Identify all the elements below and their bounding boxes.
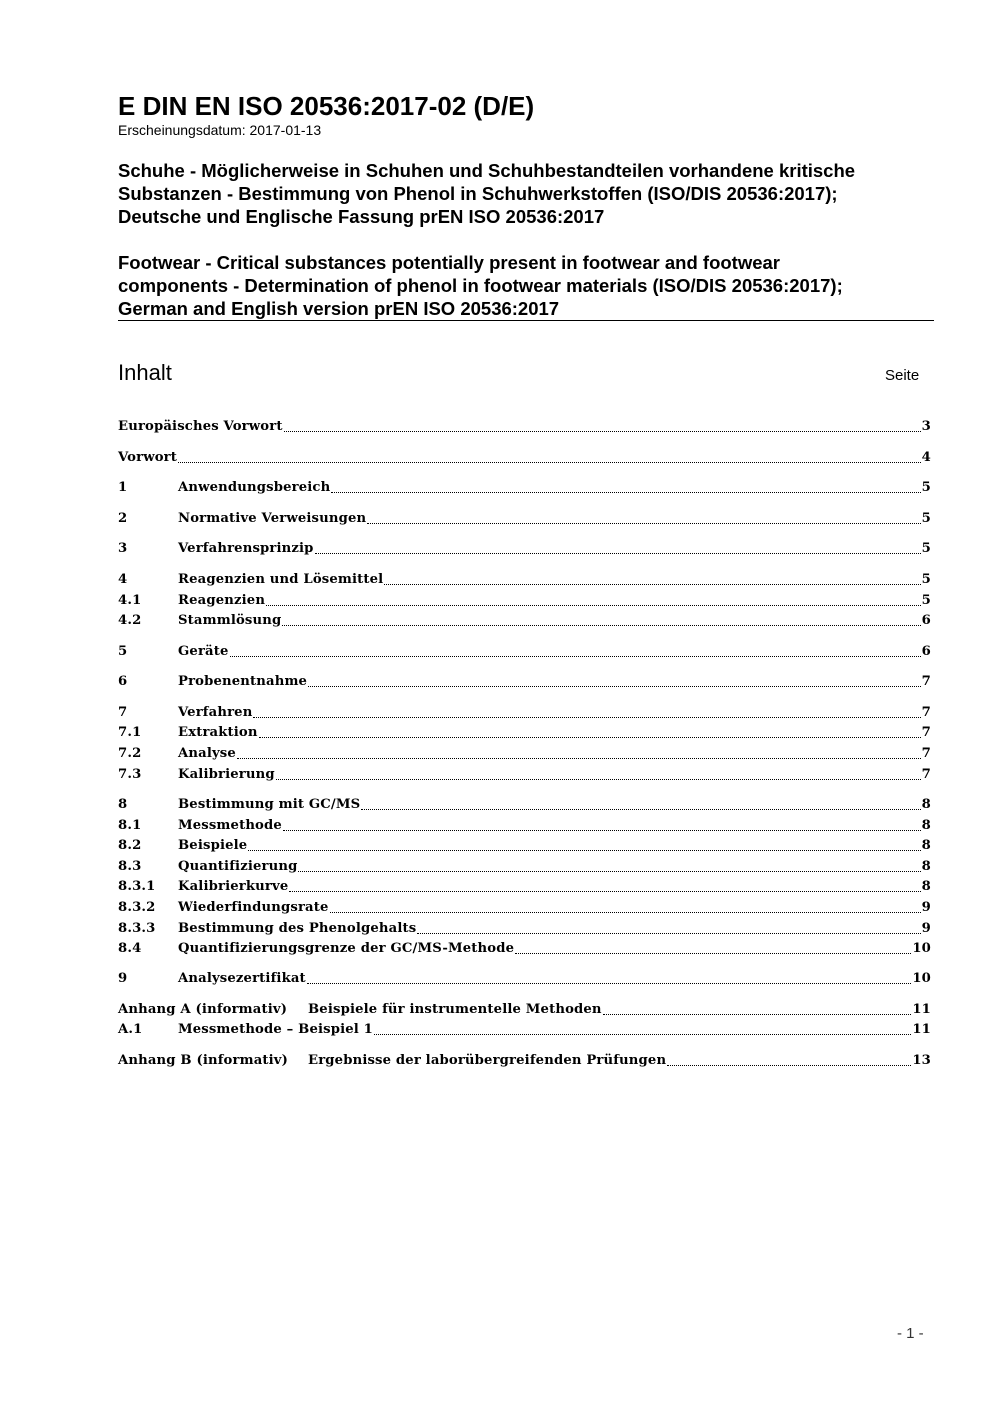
toc-entry[interactable] [118, 835, 931, 856]
publication-date: Erscheinungsdatum: 2017-01-13 [118, 122, 322, 138]
toc-dot-leader [374, 1034, 911, 1035]
toc-entry[interactable] [118, 508, 931, 529]
toc-entry[interactable] [118, 897, 931, 918]
toc-dot-leader [315, 553, 921, 554]
toc-dot-leader [307, 983, 911, 984]
toc-entry[interactable] [118, 447, 931, 468]
toc-entry-number: Anhang B (informativ) [118, 1053, 288, 1068]
toc-dot-leader [384, 584, 921, 585]
toc-entry-number: A.1 [118, 1022, 143, 1037]
toc-entry[interactable] [118, 938, 931, 959]
toc-entry-page: 8 [921, 876, 931, 897]
toc-entry-title: Quantifizierungsgrenze der GC/MS-Methode [178, 938, 515, 959]
toc-entry-page: 4 [921, 447, 931, 468]
toc-entry-page: 8 [921, 856, 931, 877]
toc-entry-number: 6 [118, 674, 128, 689]
toc-heading: Inhalt [118, 360, 172, 385]
toc-entry-number: 8.1 [118, 818, 142, 833]
toc-entry-title: Analysezertifikat [178, 968, 307, 989]
toc-entry-number: 7.2 [118, 746, 142, 761]
toc-dot-leader [253, 717, 921, 718]
toc-entry-number: 8.3 [118, 859, 142, 874]
toc-entry-title: Anwendungsbereich [178, 477, 331, 498]
toc-entry-page: 3 [921, 416, 931, 437]
toc-entry-page: 5 [921, 538, 931, 559]
toc-entry-page: 8 [921, 794, 931, 815]
toc-entry[interactable] [118, 764, 931, 785]
toc-entry-page: 10 [911, 968, 931, 989]
toc-entry[interactable] [118, 641, 931, 662]
toc-entry[interactable] [118, 815, 931, 836]
toc-entry-title: Analyse [178, 743, 237, 764]
toc-entry-title: Stammlösung [178, 610, 282, 631]
toc-entry-page: 7 [921, 722, 931, 743]
toc-entry-page: 7 [921, 764, 931, 785]
toc-entry-title: Normative Verweisungen [178, 508, 367, 529]
toc-entry-title: Wiederfindungsrate [178, 897, 330, 918]
toc-entry-title: Ergebnisse der laborübergreifenden Prüfungen [308, 1050, 667, 1071]
document-id: E DIN EN ISO 20536:2017-02 (D/E) [118, 91, 535, 121]
toc-dot-leader [515, 953, 911, 954]
title-german-line: Schuhe - Möglicherweise in Schuhen und Schuhbestandteilen vorhandene kritische [118, 160, 856, 181]
toc-dot-leader [308, 686, 921, 687]
toc-entry[interactable] [118, 856, 931, 877]
toc-dot-leader [282, 625, 921, 626]
toc-dot-leader [283, 830, 921, 831]
toc-entry-title: Kalibrierkurve [178, 876, 289, 897]
toc-entry-page: 10 [911, 938, 931, 959]
footer-page-number: - 1 - [897, 1325, 924, 1342]
toc-entry-title: Geräte [178, 641, 230, 662]
toc-entry-page: 8 [921, 815, 931, 836]
toc-dot-leader [667, 1065, 911, 1066]
toc-dot-leader [284, 431, 921, 432]
toc-entry-page: 5 [921, 590, 931, 611]
toc-entry-title: Verfahren [178, 702, 253, 723]
toc-entry-title: Quantifizierung [178, 856, 298, 877]
toc-entry[interactable] [118, 477, 931, 498]
toc-entry[interactable] [118, 722, 931, 743]
toc-entry-number: 1 [118, 480, 128, 495]
toc-entry-page: 11 [911, 999, 931, 1020]
toc-entry-title: Europäisches Vorwort [118, 416, 284, 437]
toc-entry-page: 6 [921, 610, 931, 631]
toc-dot-leader [603, 1014, 911, 1015]
toc-entry-page: 9 [921, 918, 931, 939]
toc-entry[interactable] [118, 968, 931, 989]
toc-entry-title: Reagenzien [178, 590, 266, 611]
toc-entry-page: 9 [921, 897, 931, 918]
toc-entry-number: 8.4 [118, 941, 142, 956]
toc-entry-page: 7 [921, 702, 931, 723]
toc-dot-leader [259, 737, 921, 738]
toc-entry[interactable] [118, 702, 931, 723]
toc-entry[interactable] [118, 610, 931, 631]
title-english-line: components - Determination of phenol in footwear materials (ISO/DIS 20536:2017); [118, 275, 843, 296]
toc-dot-leader [276, 779, 921, 780]
toc-entry-number: 8.3.1 [118, 879, 156, 894]
toc-entry-page: 8 [921, 835, 931, 856]
toc-dot-leader [230, 656, 921, 657]
title-english-line: German and English version prEN ISO 20536:2017 [118, 298, 560, 319]
toc-entry-number: 3 [118, 541, 128, 556]
toc-dot-leader [361, 809, 921, 810]
toc-entry-number: 7 [118, 705, 128, 720]
toc-entry[interactable] [118, 999, 931, 1020]
toc-dot-leader [289, 891, 921, 892]
toc-dot-leader [417, 933, 921, 934]
toc-entry-title: Vorwort [118, 447, 178, 468]
toc-entry-number: 4.1 [118, 593, 142, 608]
toc-dot-leader [367, 523, 921, 524]
toc-entry-title: Kalibrierung [178, 764, 276, 785]
toc-entry-title: Beispiele für instrumentelle Methoden [308, 999, 603, 1020]
toc-entry-number: 4.2 [118, 613, 142, 628]
toc-entry-page: 5 [921, 569, 931, 590]
toc-entry[interactable] [118, 671, 931, 692]
toc-entry-title: Bestimmung mit GC/MS [178, 794, 361, 815]
toc-entry-page: 5 [921, 508, 931, 529]
toc-entry[interactable] [118, 416, 931, 437]
toc-page-column-label: Seite [885, 367, 920, 384]
toc-dot-leader [330, 912, 921, 913]
toc-dot-leader [331, 492, 921, 493]
toc-entry-number: 7.3 [118, 767, 142, 782]
toc-entry[interactable] [118, 1050, 931, 1071]
toc-entry-number: 8.2 [118, 838, 142, 853]
toc-entry-number: 2 [118, 511, 128, 526]
toc-entry[interactable] [118, 876, 931, 897]
title-german-line: Deutsche und Englische Fassung prEN ISO 20536:2017 [118, 206, 605, 227]
toc-entry-number: 8.3.2 [118, 900, 156, 915]
toc-entry-title: Bestimmung des Phenolgehalts [178, 918, 417, 939]
toc-entry-title: Beispiele [178, 835, 248, 856]
toc-entry-number: Anhang A (informativ) [118, 1002, 288, 1017]
toc-entry[interactable] [118, 590, 931, 611]
toc-entry-page: 6 [921, 641, 931, 662]
toc-entry-number: 8 [118, 797, 128, 812]
toc-entry-number: 4 [118, 572, 128, 587]
toc-entry-title: Reagenzien und Lösemittel [178, 569, 384, 590]
toc-entry[interactable] [118, 794, 931, 815]
toc-entry-page: 13 [911, 1050, 931, 1071]
toc-entry[interactable] [118, 1019, 931, 1040]
toc-entry-page: 7 [921, 743, 931, 764]
title-english-line: Footwear - Critical substances potentially present in footwear and footwear [118, 252, 781, 273]
toc-entry[interactable] [118, 918, 931, 939]
toc-entry-page: 7 [921, 671, 931, 692]
toc-entry-number: 8.3.3 [118, 921, 156, 936]
toc-entry[interactable] [118, 538, 931, 559]
toc-dot-leader [178, 462, 921, 463]
toc-entry-title: Extraktion [178, 722, 259, 743]
toc-entry-title: Messmethode – Beispiel 1 [178, 1019, 374, 1040]
toc-dot-leader [248, 850, 921, 851]
toc-entry-number: 9 [118, 971, 128, 986]
toc-dot-leader [298, 871, 921, 872]
toc-entry-number: 5 [118, 644, 128, 659]
toc-entry-title: Verfahrensprinzip [178, 538, 315, 559]
toc-dot-leader [237, 758, 921, 759]
toc-entry-title: Messmethode [178, 815, 283, 836]
toc-entry[interactable] [118, 743, 931, 764]
toc-entry-page: 5 [921, 477, 931, 498]
toc-entry-page: 11 [911, 1019, 931, 1040]
title-german-line: Substanzen - Bestimmung von Phenol in Schuhwerkstoffen (ISO/DIS 20536:2017); [118, 183, 838, 204]
toc-entry-title: Probenentnahme [178, 671, 308, 692]
toc-dot-leader [266, 605, 921, 606]
toc-entry[interactable] [118, 569, 931, 590]
toc-entry-number: 7.1 [118, 725, 142, 740]
